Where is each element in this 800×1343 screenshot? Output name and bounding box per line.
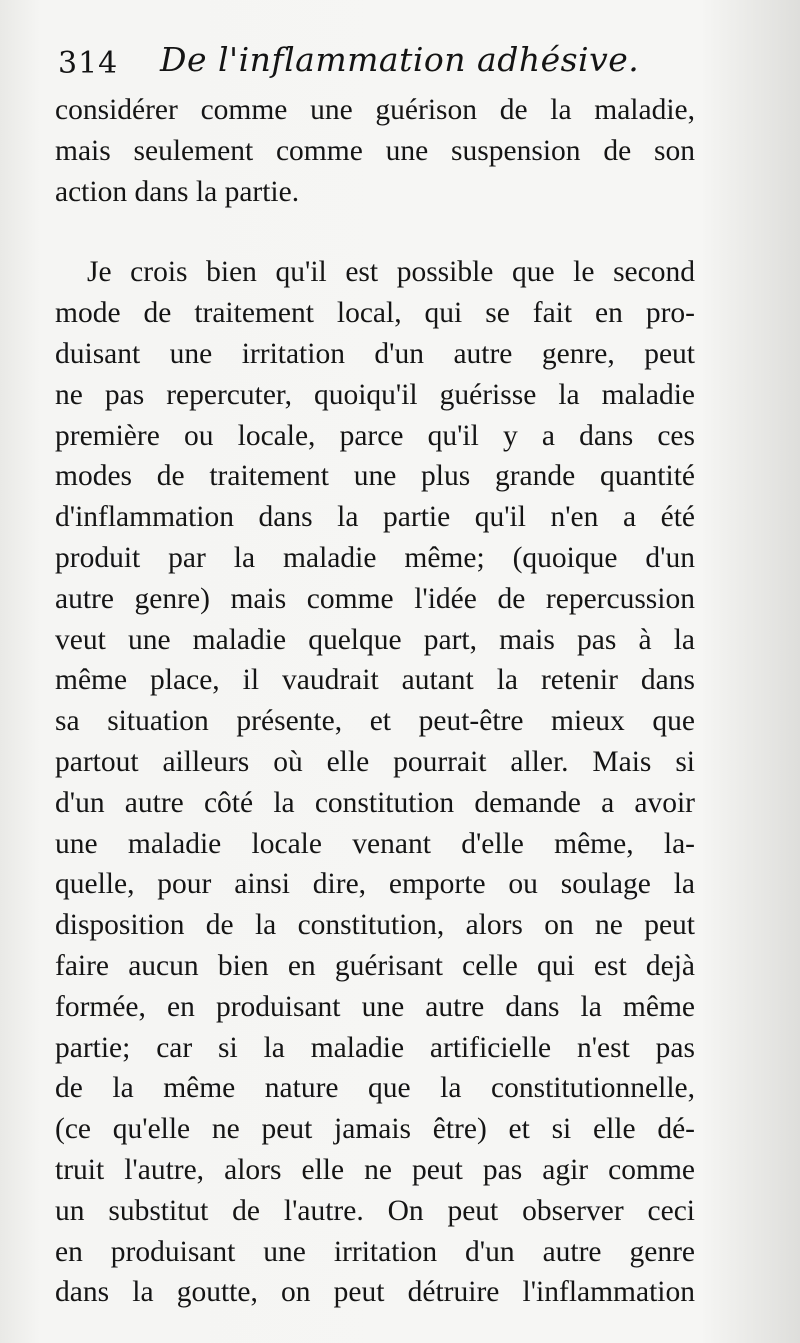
paragraph-2 [55,252,695,1313]
text-line: formée, en produisant une autre dans la même [55,990,695,1023]
text-line: veut une maladie quelque part, mais pas à la [55,623,695,656]
text-line: une maladie locale venant d'elle même, la- [55,827,695,860]
text-line: première ou locale, parce qu'il y a dans ces [55,419,695,452]
text-line: Je crois bien qu'il est possible que le second [87,256,695,289]
text-line: modes de traitement une plus grande quantité [55,460,695,493]
text-line: faire aucun bien en guérisant celle qui est dejà [55,949,695,982]
text-line: mode de traitement local, qui se fait en pro- [55,297,695,330]
paragraph-spacer [55,212,695,252]
text-line: autre genre) mais comme l'idée de repercussion [55,582,695,615]
running-title: De l'inflammation adhésive. [160,40,640,79]
text-line: même place, il vaudrait autant la retenir dans [55,664,695,697]
text-line: d'inflammation dans la partie qu'il n'en a été [55,501,695,534]
text-line: en produisant une irritation d'un autre genre [55,1235,695,1268]
text-line: partout ailleurs où elle pourrait aller. Mais si [55,745,695,778]
text-line: produit par la maladie même; (quoique d'un [55,541,695,574]
text-line: mais seulement comme une suspension de son [55,134,695,167]
text-line: duisant une irritation d'un autre genre, peut [55,337,695,370]
text-line: dans la goutte, on peut détruire l'inflammation [55,1276,695,1309]
body-text [55,90,695,1313]
text-line: sa situation présente, et peut-être mieux que [55,705,695,738]
page-number: 314 [58,46,119,81]
text-line: d'un autre côté la constitution demande a avoir [55,786,695,819]
text-line: ne pas repercuter, quoiqu'il guérisse la maladie [55,378,695,411]
paragraph-1 [55,90,695,212]
text-line: (ce qu'elle ne peut jamais être) et si elle dé- [55,1113,695,1146]
text-line: disposition de la constitution, alors on ne peut [55,909,695,942]
text-line: action dans la partie. [55,175,300,208]
text-line: truit l'autre, alors elle ne peut pas agir comme [55,1153,695,1186]
running-head [58,40,718,88]
text-line: quelle, pour ainsi dire, emporte ou soulage la [55,868,695,901]
text-line: considérer comme une guérison de la maladie, [55,94,695,126]
text-line: un substitut de l'autre. On peut observer ceci [55,1194,695,1227]
text-line: partie; car si la maladie artificielle n'est pas [55,1031,695,1064]
text-line: de la même nature que la constitutionnelle, [55,1072,695,1105]
